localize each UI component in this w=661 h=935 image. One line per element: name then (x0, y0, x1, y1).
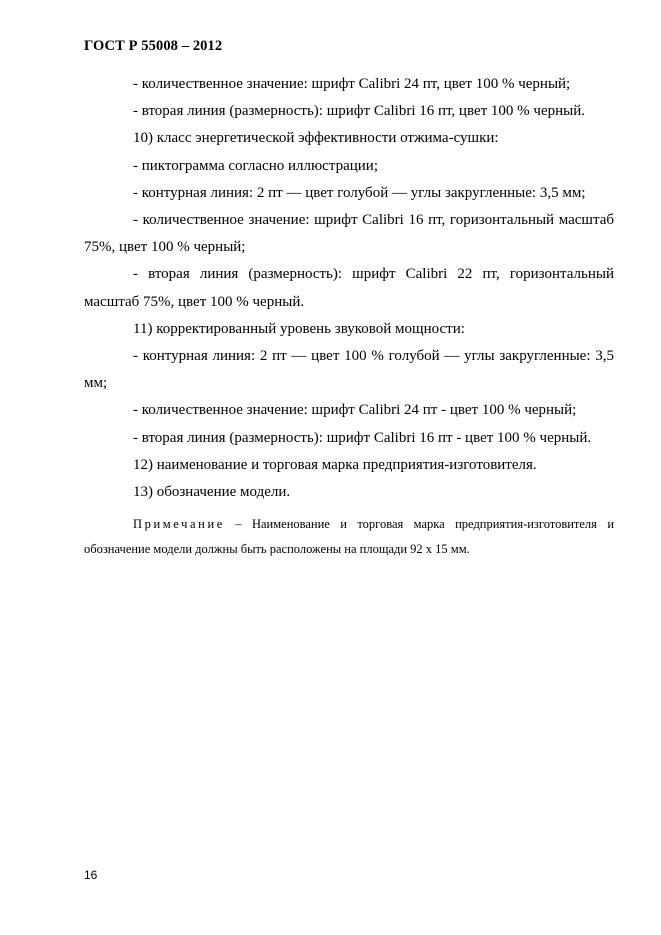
paragraph: - вторая линия (размерность): шрифт Calibri 16 пт, цвет 100 % черный. (133, 103, 585, 120)
paragraph: - контурная линия: 2 пт –– цвет голубой — углы закругленные: 3,5 мм; (133, 184, 586, 201)
paragraph: 11) корректированный уровень звуковой мощности: (133, 320, 465, 337)
note-dash: – (224, 517, 252, 532)
document-body (84, 71, 614, 562)
note (84, 512, 614, 562)
paragraph: 12) наименование и торговая марка предприятия-изготовителя. (133, 456, 537, 473)
paragraph: - количественное значение: шрифт Calibri 16 пт, горизонтальный масштаб 75%, цвет 100 % черный; (84, 212, 614, 256)
paragraph: - вторая линия (размерность): шрифт Calibri 22 пт, горизонтальный масштаб 75%, цвет 100 % черный. (84, 266, 614, 310)
note-text: Наименование и торговая марка предприятия-изготовителя и обозначение модели должны быть расположены на площади 92 х 15 мм. (84, 517, 615, 557)
paragraph: - количественное значение: шрифт Calibri 24 пт - цвет 100 % черный; (133, 402, 577, 419)
paragraph: - количественное значение: шрифт Calibri 24 пт, цвет 100 % черный; (133, 76, 571, 92)
page-number: 16 (84, 868, 98, 882)
paragraph: 10) класс энергетической эффективности отжима-сушки: (133, 130, 499, 147)
document-header: ГОСТ Р 55008 – 2012 (84, 38, 223, 54)
paragraph: - контурная линия: 2 пт — цвет 100 % голубой — углы закругленные: 3,5 мм; (84, 348, 614, 392)
note-label: Примечание (133, 517, 225, 532)
paragraph: - вторая линия (размерность): шрифт Calibri 16 пт - цвет 100 % черный. (133, 429, 592, 446)
paragraph: - пиктограмма согласно иллюстрации; (133, 157, 378, 174)
paragraph: 13) обозначение модели. (133, 484, 291, 501)
